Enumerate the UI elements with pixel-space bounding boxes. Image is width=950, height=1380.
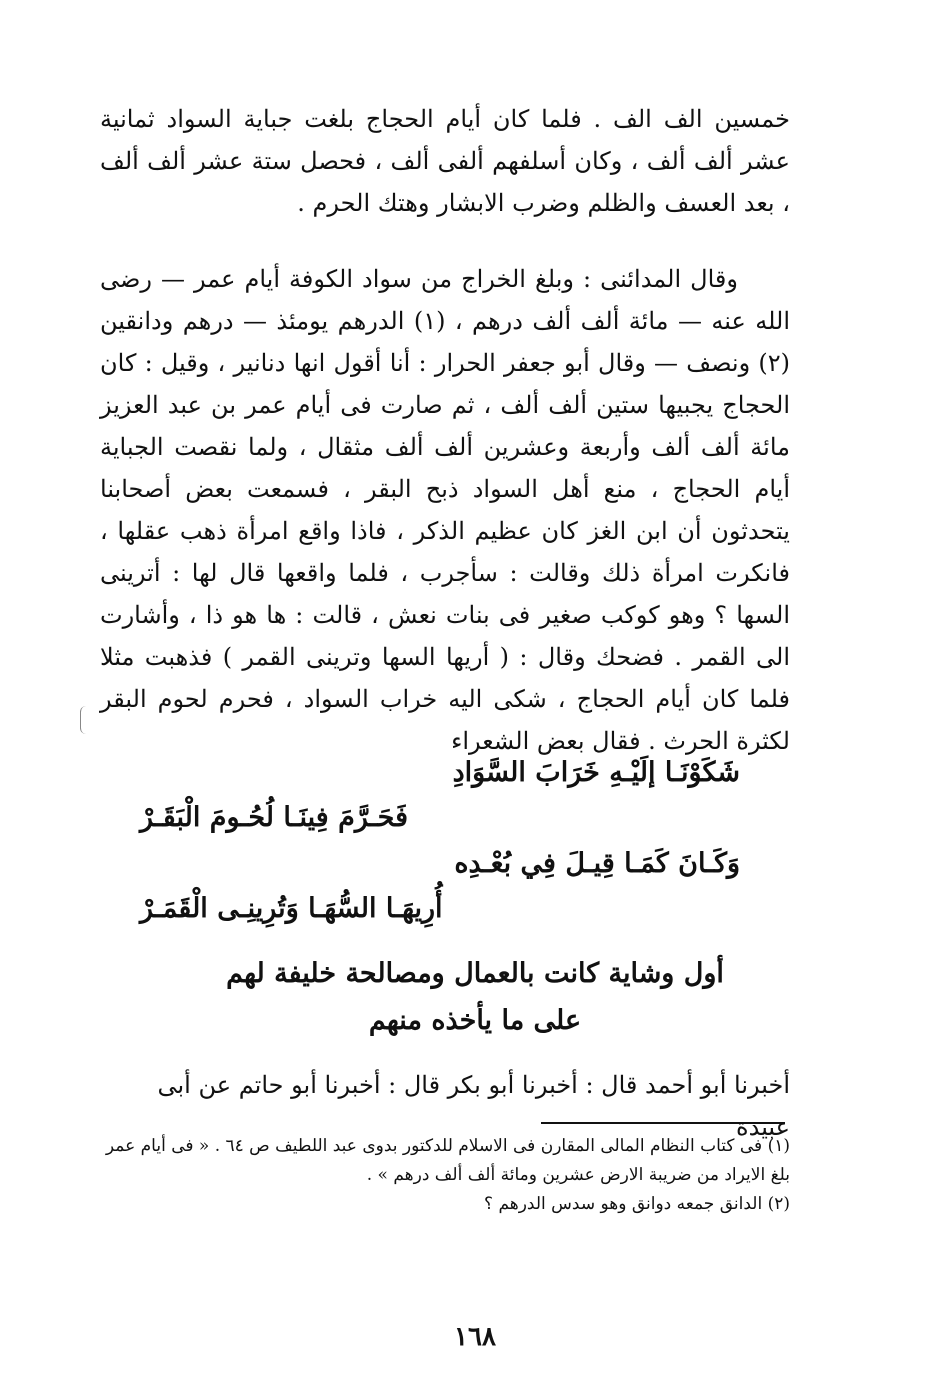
poem-verse-2: فَحَـرَّمَ فِينَـا لُحُـومَ الْبَقَـرْ	[140, 802, 408, 833]
footnotes	[100, 1132, 790, 1219]
margin-bracket-mark	[80, 706, 89, 734]
poem-verse-4: أُرِيهَـا السُّهَـا وَتُرِينِـى الْقَمَـرْ	[140, 893, 443, 924]
poem-verse-3: وَكَـانَ كَمَـا قِيـلَ فِي بُعْـدِه	[454, 848, 740, 879]
footnote-divider	[541, 1122, 785, 1124]
paragraph-1: خمسين الف الف . فلما كان أيام الحجاج بلغت جباية السواد ثمانية عشر ألف ألف ، وكان أسلفهم ألفى ألف ، فحصل ستة عشر ألف ألف ، بعد العسف والظلم وضرب الابشار وهتك الحرم .	[100, 105, 790, 217]
paragraph-3: أخبرنا أبو أحمد قال : أخبرنا أبو بكر قال : أخبرنا أبو حاتم عن أبى عبيدة	[157, 1071, 790, 1141]
section-heading-line-1: أول وشاية كانت بالعمال ومصالحة خليفة لهم	[226, 958, 724, 989]
page-number: ١٦٨	[454, 1322, 496, 1352]
footnote-1: (١) فى كتاب النظام المالى المقارن فى الاسلام للدكتور بدوى عبد اللطيف ص ٦٤ . « فى أيام عمر بلغ الايراد من ضريبة الارض عشرين ومائة ألف ألف درهم » .	[105, 1136, 790, 1185]
paragraph-2: وقال المدائنى : وبلغ الخراج من سواد الكوفة أيام عمر — رضى الله عنه — مائة ألف ألف درهم ، (١) الدرهم يومئذ — درهم ودانقين (٢) ونصف — وقال أبو جعفر الحرار : أنا أقول انها دنانير ، وقيل : كان الحجاج يجبيها ستين ألف ألف ، ثم صارت فى أيام عمر بن عبد العزيز مائة ألف ألف وأربعة وعشرين ألف ألف مثقال ، ولما نقصت الجباية أيام الحجاج ، منع أهل السواد ذبح البقر ، فسمعت بعض أصحابنا يتحدثون أن ابن الغز كان عظيم الذكر ، فاذا واقع امرأة ذهب عقلها ، فانكرت امرأة ذلك وقالت : سأجرب ، فلما واقعها قال لها : أترينى السها ؟ وهو كوكب صغير فى بنات نعش ، قالت : ها هو ذا ، وأشارت الى القمر . فضحك وقال : ( أريها السها وترينى القمر ) فذهبت مثلا فلما كان أيام الحجاج ، شكى اليه خراب السواد ، فحرم لحوم البقر لكثرة الحرث . فقال بعض الشعراء	[100, 265, 791, 755]
footnote-2: (٢) الدانق جمعه دوانق وهو سدس الدرهم ؟	[484, 1194, 790, 1214]
section-heading-line-2: على ما يأخذه منهم	[368, 1005, 582, 1036]
poem-verse-1: شَكَوْنَـا إلَيْـهِ خَرَابَ السَّوَادِ	[452, 757, 740, 788]
